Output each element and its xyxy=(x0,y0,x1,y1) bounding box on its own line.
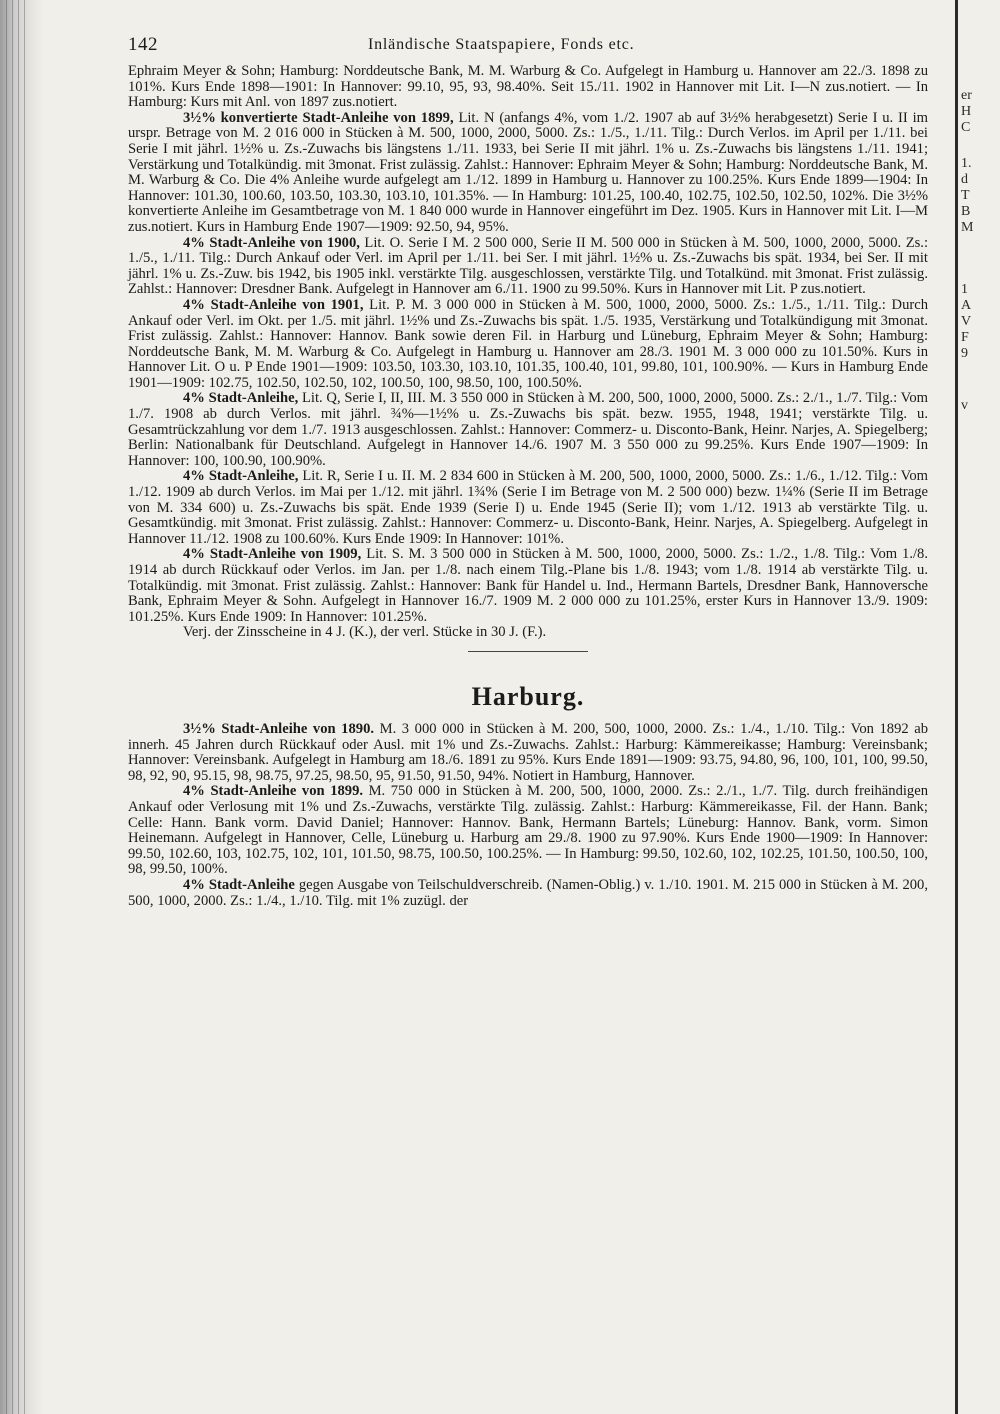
paragraph xyxy=(128,547,928,625)
paragraph xyxy=(128,469,928,547)
paragraph-text: Lit. P. M. 3 000 000 in Stücken à M. 500, 1000, 2000, 5000. Zs.: 1./5., 1./11. Tilg.: Durch Ankauf oder Verl. im Okt. per 1./5. mit jährl. 1½% und Zs.-Zuwachs bis spät. 1./5. 1935, Verstärkung und Totalkündigung mit 3monat. Frist zulässig. Zahlst.: Hannover: Hannov. Bank sowie deren Fil. in Harburg und Lüneburg, Ephraim Meyer & Sohn; Hamburg: Norddeutsche Bank, M. M. Warburg & Co. Aufgelegt in Hamburg u. Hannover am 28./3. 1901 M. 3 000 000 zu 101.50%. Kurs in Hannover Lit. O u. P Ende 1901—1909: 103.50, 103.30, 103.10, 101.35, 100.40, 101, 99.80, 101, 100.90%. — Kurs in Hamburg Ende 1901—1909: 102.75, 102.50, 102.50, 102, 100.50, 100, 98.50, 100, 100.50%. xyxy=(128,296,928,391)
paragraph-lead: 4% Stadt-Anleihe von 1900, xyxy=(183,234,360,251)
body-text xyxy=(128,64,928,641)
paragraph xyxy=(128,64,928,111)
edge-fragment: V xyxy=(961,314,972,329)
paragraph-text: Lit. Q, Serie I, II, III. M. 3 550 000 in Stücken à M. 200, 500, 1000, 2000, 5000. Zs.: 2./1., 1./7. Tilg.: Vom 1./7. 1908 ab durch Verlos. mit jährl. ¾%—1½% u. Zs.-Zuwachs bis spät. bezw. 1955, 1948, 1941; verstärkte Tilg. u. Gesamtrückzahlung vor dem 1./7. 1913 ausgeschlossen. Zahlst.: Hannover: Commerz- u. Disconto-Bank, Heinr. Narjes, A. Spiegelberg; Berlin: Nationalbank für Deutschland. Aufgelegt in Hannover 14./6. 1907 M. 3 550 000 zu 99.25%. Kurs Ende 1907—1909: In Hannover: 100, 100.90, 100.90%. xyxy=(128,390,928,469)
paragraph-lead: 3½% konvertierte Stadt-Anleihe von 1899, xyxy=(183,109,454,126)
paragraph-lead: 4% Stadt-Anleihe von 1899. xyxy=(183,783,364,800)
edge-fragment: H xyxy=(961,104,972,119)
edge-fragment: F xyxy=(961,330,969,345)
paragraph-text: Verj. der Zinsscheine in 4 J. (K.), der verl. Stücke in 30 J. (F.). xyxy=(183,624,547,641)
paragraph-lead: 4% Stadt-Anleihe, xyxy=(183,468,299,485)
edge-fragment: M xyxy=(961,220,974,235)
paragraph xyxy=(128,236,928,298)
section-body xyxy=(128,722,928,909)
section-title: Harburg. xyxy=(471,681,585,711)
edge-fragment: B xyxy=(961,204,971,219)
book-page xyxy=(128,30,928,909)
edge-fragment: er xyxy=(961,88,972,103)
paragraph-text: gegen Ausgabe von Teilschuldverschreib. (Namen-Oblig.) v. 1./10. 1901. M. 215 000 in Stücken à M. 200, 500, 1000, 2000. Zs.: 1./4., 1./10. Tilg. mit 1% zuzügl. der xyxy=(128,876,929,909)
edge-fragment: v xyxy=(961,398,968,413)
edge-fragment: 9 xyxy=(961,346,968,361)
paragraph-text: M. 750 000 in Stücken à M. 200, 500, 1000, 2000. Zs.: 2./1., 1./7. Tilg. durch freihändigen Ankauf oder Verlosung mit 1% und Zs.-Zuwachs, verstärkte Tilg. zulässig. Zahlst.: Harburg: Kämmereikasse, Fil. der Hann. Bank; Celle: Hann. Bank vorm. David Daniel; Hannover: Hannov. Bank, Hermann Bartels; Lüneburg: Hannov. Bank, vorm. Simon Heinemann. Aufgelegt in Hannover, Celle, Lüneburg u. Harburg am 29./8. 1900 zu 97.90%. Kurs Ende 1900—1909: In Hannover: 99.50, 102.60, 103, 102.75, 102, 101, 101.50, 98.75, 100.50, 100.25%. — In Hamburg: 99.50, 102.60, 102, 102.25, 101.50, 100.50, 100, 98, 99.50, 100%. xyxy=(128,783,928,878)
section-divider xyxy=(468,651,588,652)
paragraph-lead: 4% Stadt-Anleihe, xyxy=(183,390,299,407)
paragraph xyxy=(128,298,928,392)
edge-fragment: T xyxy=(961,188,970,203)
paragraph xyxy=(128,391,928,469)
edge-fragment: A xyxy=(961,298,972,313)
running-title: Inländische Staatspapiere, Fonds etc. xyxy=(368,36,635,53)
edge-fragment: d xyxy=(961,172,968,187)
paragraph-text: Ephraim Meyer & Sohn; Hamburg: Norddeutsche Bank, M. M. Warburg & Co. Aufgelegt in Hamburg u. Hannover am 22./3. 1898 zu 101%. Kurs Ende 1898—1901: In Hannover: 99.10, 95, 93, 98.40%. Seit 15./11. 1902 in Hannover mit Lit. I—N zus.notiert. — In Hamburg: Kurs mit Anl. von 1897 zus.notiert. xyxy=(128,63,928,111)
paragraph xyxy=(128,111,928,236)
edge-fragment: 1. xyxy=(961,156,972,171)
paragraph-lead: 4% Stadt-Anleihe von 1909, xyxy=(183,546,362,563)
paragraph xyxy=(128,878,928,909)
paragraph xyxy=(128,625,928,641)
running-header xyxy=(128,30,928,64)
edge-fragment: 1 xyxy=(961,282,968,297)
binding-texture xyxy=(6,0,28,1414)
paragraph-text: Lit. N (anfangs 4%, vom 1./2. 1907 ab auf 3½% herabgesetzt) Serie I u. II im urspr. Betrage von M. 2 016 000 in Stücken à M. 500, 1000, 2000, 5000. Zs.: 1./5., 1./11. Tilg.: Durch Verlos. im April per 1./11. bei Serie I mit jährl. 1½% u. Zs.-Zuwachs bis längstens 1./11. 1933, bei Serie II mit jährl. 1% u. Zs.-Zuwachs bis längstens 1./11. 1941; Verstärkung und Totalkündig. mit 3monat. Frist zulässig. Zahlst.: Hannover: Ephraim Meyer & Sohn; Hamburg: Norddeutsche Bank, M. M. Warburg & Co. Die 4% Anleihe wurde aufgelegt am 1./12. 1899 in Hamburg u. Hannover zu 100.25%. Kurs Ende 1899—1904: In Hannover: 101.30, 100.60, 103.50, 103.30, 103.10, 101.35%. — In Hamburg: 101.25, 100.40, 102.75, 102.50, 102.50, 102%. Die 3½% konvertierte Anleihe im Gesamtbetrage von M. 1 840 000 wurde in Hannover eingeführt im Dez. 1905. Kurs in Hannover mit Lit. I—M zus.notiert. Kurs in Hamburg Ende 1907—1909: 92.50, 94, 95%. xyxy=(128,109,928,235)
adjacent-page-edge xyxy=(955,0,1000,1414)
edge-fragment: C xyxy=(961,120,971,135)
paragraph xyxy=(128,722,928,784)
paragraph-lead: 4% Stadt-Anleihe xyxy=(183,876,295,893)
paragraph-text: Lit. S. M. 3 500 000 in Stücken à M. 500, 1000, 2000, 5000. Zs.: 1./2., 1./8. Tilg.: Vom 1./8. 1914 ab durch Rückkauf oder Verlos. im Jan. per 1./8. nach einem Tilg.-Plane bis 1./8. 1943; vom 1./8. 1914 ab verstärkte Tilg. u. Totalkündig. mit 3monat. Frist zulässig. Zahlst.: Hannover: Bank für Handel u. Ind., Hermann Bartels, Dresdner Bank, Hannoversche Bank, Ephraim Meyer & Sohn. Aufgelegt in Hannover 16./7. 1909 M. 2 000 000 zu 101.25%, erster Kurs in Hannover 13./9. 1909: 101.25%. Kurs Ende 1909: In Hannover: 101.25%. xyxy=(128,546,929,625)
paragraph-text: M. 3 000 000 in Stücken à M. 200, 500, 1000, 2000. Zs.: 1./4., 1./10. Tilg.: Von 1892 ab innerh. 45 Jahren durch Rückkauf oder Ausl. mit 1% und Zs.-Zuwachs. Zahlst.: Harburg: Kämmereikasse; Hamburg: Vereinsbank; Hannover: Vereinsbank. Aufgelegt in Hamburg am 18./6. 1891 zu 95%. Kurs Ende 1891—1909: 93.75, 94.80, 96, 100, 101, 100, 99.50, 98, 92, 90, 95.15, 98, 98.75, 97.25, 98.50, 95, 91.50, 91.50, 94%. Notiert in Hamburg, Hannover. xyxy=(128,720,928,784)
paragraph-lead: 4% Stadt-Anleihe von 1901, xyxy=(183,296,364,313)
paragraph-lead: 3½% Stadt-Anleihe von 1890. xyxy=(183,720,375,737)
paragraph-text: Lit. O. Serie I M. 2 500 000, Serie II M. 500 000 in Stücken à M. 500, 1000, 2000, 5000. Zs.: 1./5., 1./11. Tilg.: Durch Ankauf oder Verl. im April per 1./11. bei Ser. I mit jährl. 1½% u. Zs.-Zuwachs bis spät. 1934, bei Ser. II mit jährl. 1% u. Zs.-Zuw. bis 1942, bis 1905 inkl. verstärkte Tilg. ausgeschlossen, verstärkte Tilg. und Totalkünd. mit 3monat. Frist zulässig. Zahlst.: Hannover: Dresdner Bank. Aufgelegt in Hannover am 6./11. 1900 zu 99.50%. Kurs in Hannover mit Lit. P zus.notiert. xyxy=(128,234,929,298)
paragraph xyxy=(128,784,928,878)
paragraph-text: Lit. R, Serie I u. II. M. 2 834 600 in Stücken à M. 200, 500, 1000, 2000, 5000. Zs.: 1./6., 1./12. Tilg.: Vom 1./12. 1909 ab durch Verlos. im Mai per 1./12. mit jährl. 1¾% (Serie I im Betrage von M. 2 500 000) bezw. 1¼% (Serie II im Betrage von M. 334 600) u. Zs.-Zuwachs bis spät. Ende 1939 (Serie I) u. Ende 1945 (Serie II); vom 1./12. 1913 ab verstärkte Tilg. u. Gesamtkündig. mit 3monat. Frist zulässig. Zahlst.: Hannover: Commerz- u. Disconto-Bank, Heinr. Narjes, A. Spiegelberg. Aufgelegt in Hannover 11./12. 1908 zu 100.60%. Kurs Ende 1909: In Hannover: 101%. xyxy=(128,468,928,547)
page-number: 142 xyxy=(128,34,158,55)
